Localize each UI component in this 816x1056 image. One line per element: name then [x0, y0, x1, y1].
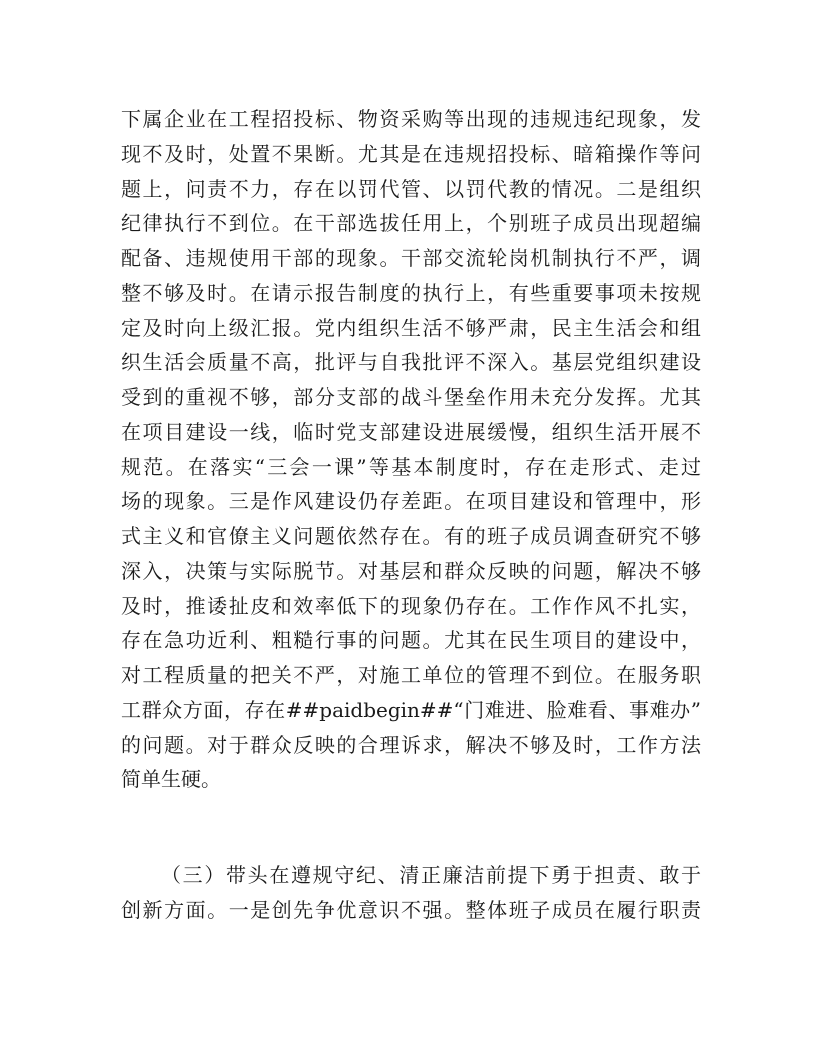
- text-line: 简单生硬。: [121, 767, 221, 792]
- text-line: 规范。在落实“三会一课”等基本制度时，存在走形式、走过: [121, 454, 701, 479]
- text-line: 深入，决策与实际脱节。对基层和群众反映的问题，解决不够: [121, 558, 701, 583]
- text-line: 工群众方面，存在##paidbegin##“门难进、脸难看、事难办”: [121, 697, 701, 722]
- text-line: 配备、违规使用干部的现象。干部交流轮岗机制执行不严，调: [121, 246, 701, 270]
- text-line: 存在急功近利、粗糙行事的问题。尤其在民生项目的建设中，: [121, 628, 701, 653]
- text-line: 定及时向上级汇报。党内组织生活不够严肃，民主生活会和组: [121, 315, 701, 340]
- text-line: 现不及时，处置不果断。尤其是在违规招投标、暗箱操作等问: [121, 141, 701, 166]
- paragraph-conduct-issues: [121, 102, 701, 797]
- text-line: 创新方面。一是创先争优意识不强。整体班子成员在履行职责: [121, 897, 701, 922]
- text-line: 整不够及时。在请示报告制度的执行上，有些重要事项未按规: [121, 280, 701, 305]
- text-line: 在项目建设一线，临时党支部建设进展缓慢，组织生活开展不: [121, 419, 701, 444]
- text-line: 及时，推诿扯皮和效率低下的现象仍存在。工作作风不扎实，: [121, 593, 701, 618]
- text-line: 场的现象。三是作风建设仍存差距。在项目建设和管理中，形: [121, 489, 701, 514]
- text-line: 纪律执行不到位。在干部选拔任用上，个别班子成员出现超编: [121, 211, 701, 236]
- text-line: 织生活会质量不高，批评与自我批评不深入。基层党组织建设: [121, 350, 701, 375]
- section-heading-line: （三）带头在遵规守纪、清正廉洁前提下勇于担责、敢于: [161, 863, 701, 887]
- text-line: 下属企业在工程招投标、物资采购等出现的违规违纪现象，发: [121, 107, 701, 131]
- text-line: 对工程质量的把关不严，对施工单位的管理不到位。在服务职: [121, 663, 701, 687]
- paragraph-section-three: [121, 858, 701, 928]
- text-line: 的问题。对于群众反映的合理诉求，解决不够及时，工作方法: [121, 732, 701, 757]
- text-line: 受到的重视不够，部分支部的战斗堡垒作用未充分发挥。尤其: [121, 385, 701, 409]
- text-line: 式主义和官僚主义问题依然存在。有的班子成员调查研究不够: [121, 524, 701, 548]
- text-line: 题上，问责不力，存在以罚代管、以罚代教的情况。二是组织: [121, 176, 701, 201]
